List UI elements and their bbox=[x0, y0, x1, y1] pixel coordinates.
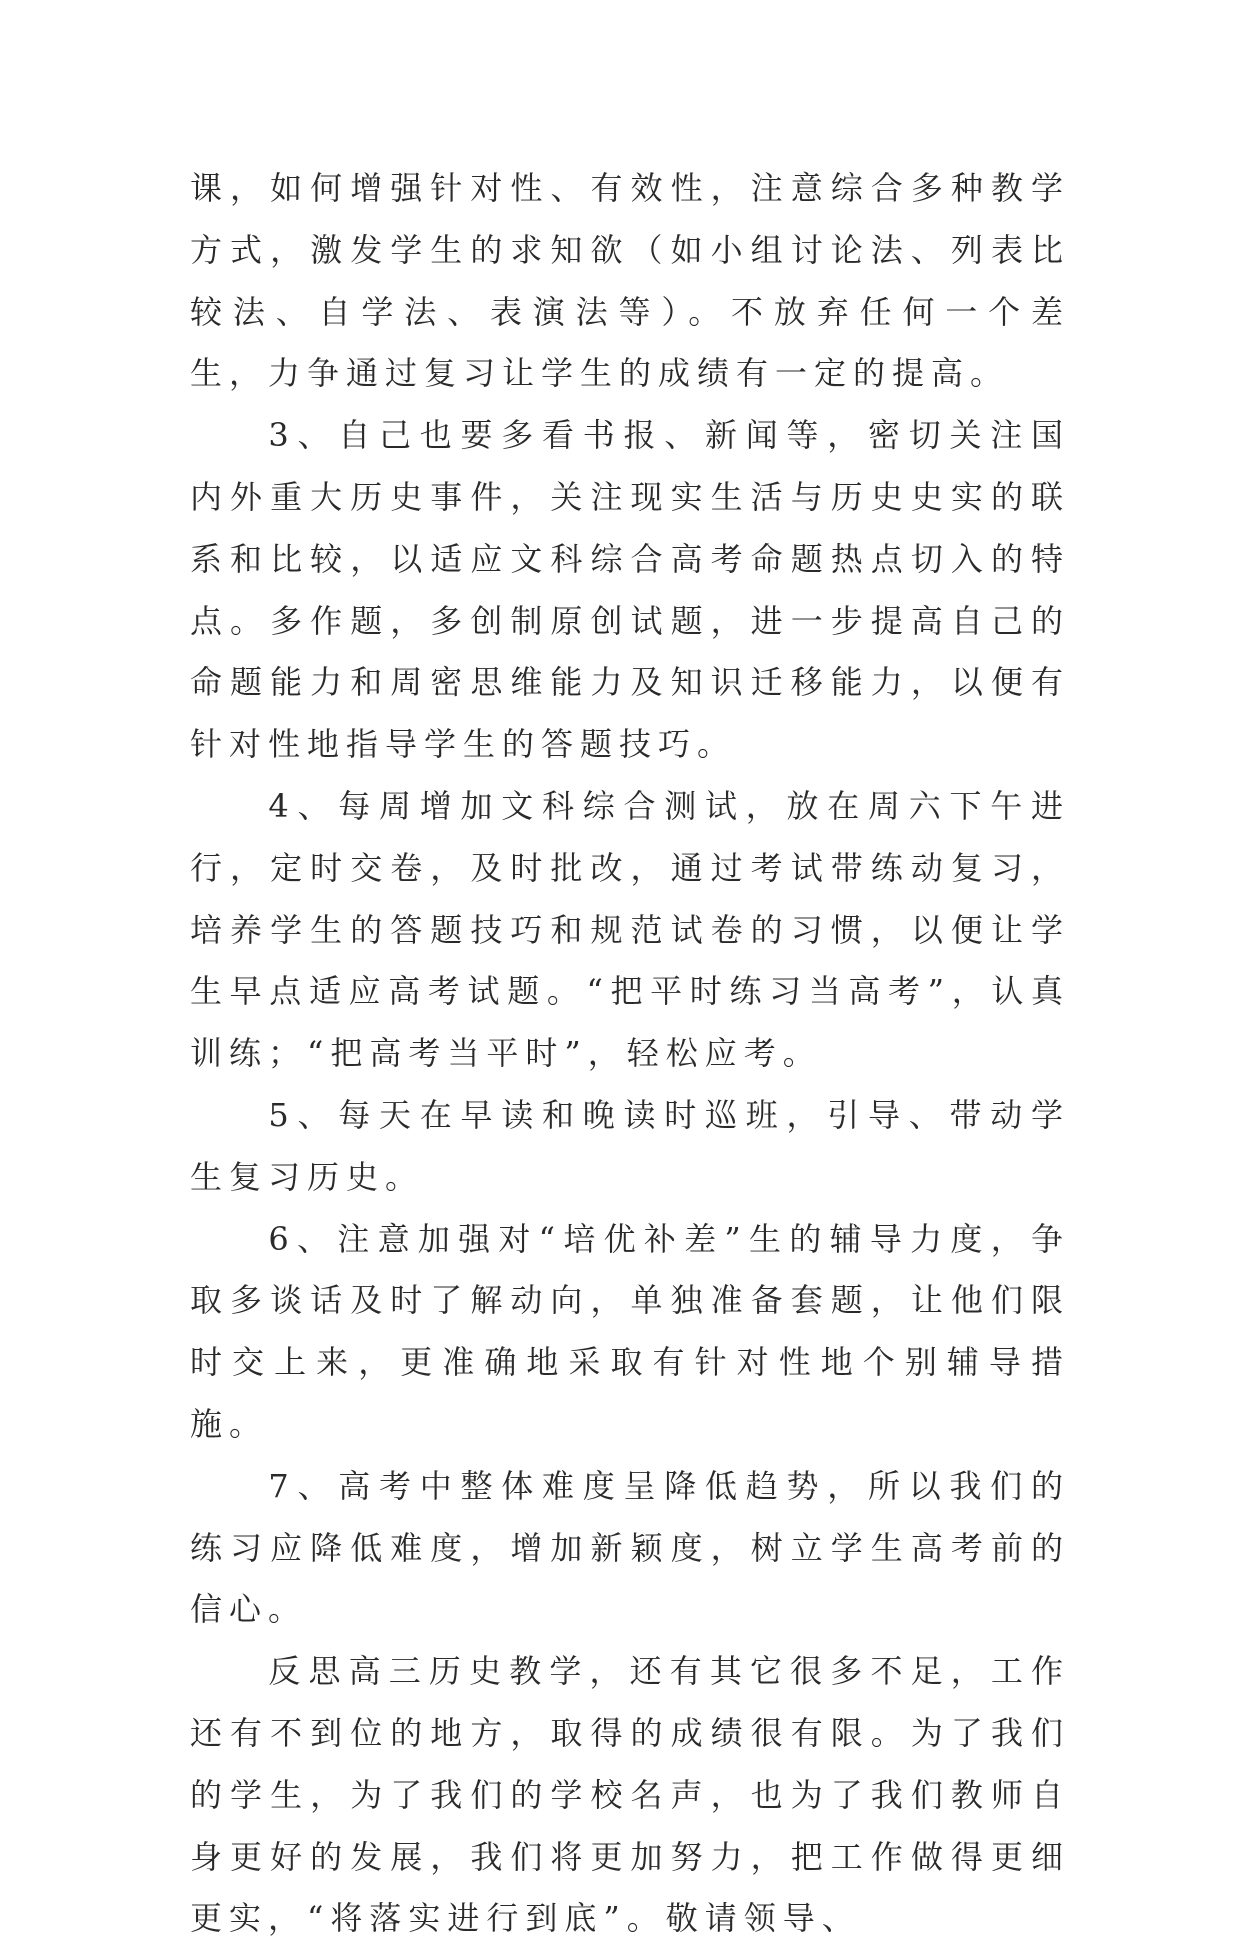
paragraph-2: 3、自己也要多看书报、新闻等，密切关注国内外重大历史事件，关注现实生活与历史史实的联系和比较，以适应文科综合高考命题热点切入的特点。多作题，多创制原创试题，进一步提高自己的命题能力和周密思维能力及知识迁移能力，以便有针对性地指导学生的答题技巧。 bbox=[190, 416, 1070, 764]
document-body bbox=[190, 158, 1070, 1950]
paragraph-3: 4、每周增加文科综合测试，放在周六下午进行，定时交卷，及时批改，通过考试带练动复习，培养学生的答题技巧和规范试卷的习惯，以便让学生早点适应高考试题。“把平时练习当高考”，认真训练；“把高考当平时”，轻松应考。 bbox=[190, 786, 1070, 1073]
paragraph-1: 课，如何增强针对性、有效性，注意综合多种教学方式，激发学生的求知欲（如小组讨论法、列表比较法、自学法、表演法等）。不放弃任何一个差生，力争通过复习让学生的成绩有一定的提高。 bbox=[190, 169, 1070, 393]
paragraph-4: 5、每天在早读和晚读时巡班，引导、带动学生复习历史。 bbox=[190, 1095, 1070, 1196]
paragraph-5: 6、注意加强对“培优补差”生的辅导力度，争取多谈话及时了解动向，单独准备套题，让他们限时交上来，更准确地采取有针对性地个别辅导措施。 bbox=[190, 1219, 1070, 1443]
paragraph-7: 反思高三历史教学，还有其它很多不足，工作还有不到位的地方，取得的成绩很有限。为了我们的学生，为了我们的学校名声，也为了我们教师自身更好的发展，我们将更加努力，把工作做得更细更实，“将落实进行到底”。敬请领导、 bbox=[190, 1652, 1070, 1938]
paragraph-6: 7、高考中整体难度呈降低趋势，所以我们的练习应降低难度，增加新颖度，树立学生高考前的信心。 bbox=[190, 1466, 1070, 1629]
